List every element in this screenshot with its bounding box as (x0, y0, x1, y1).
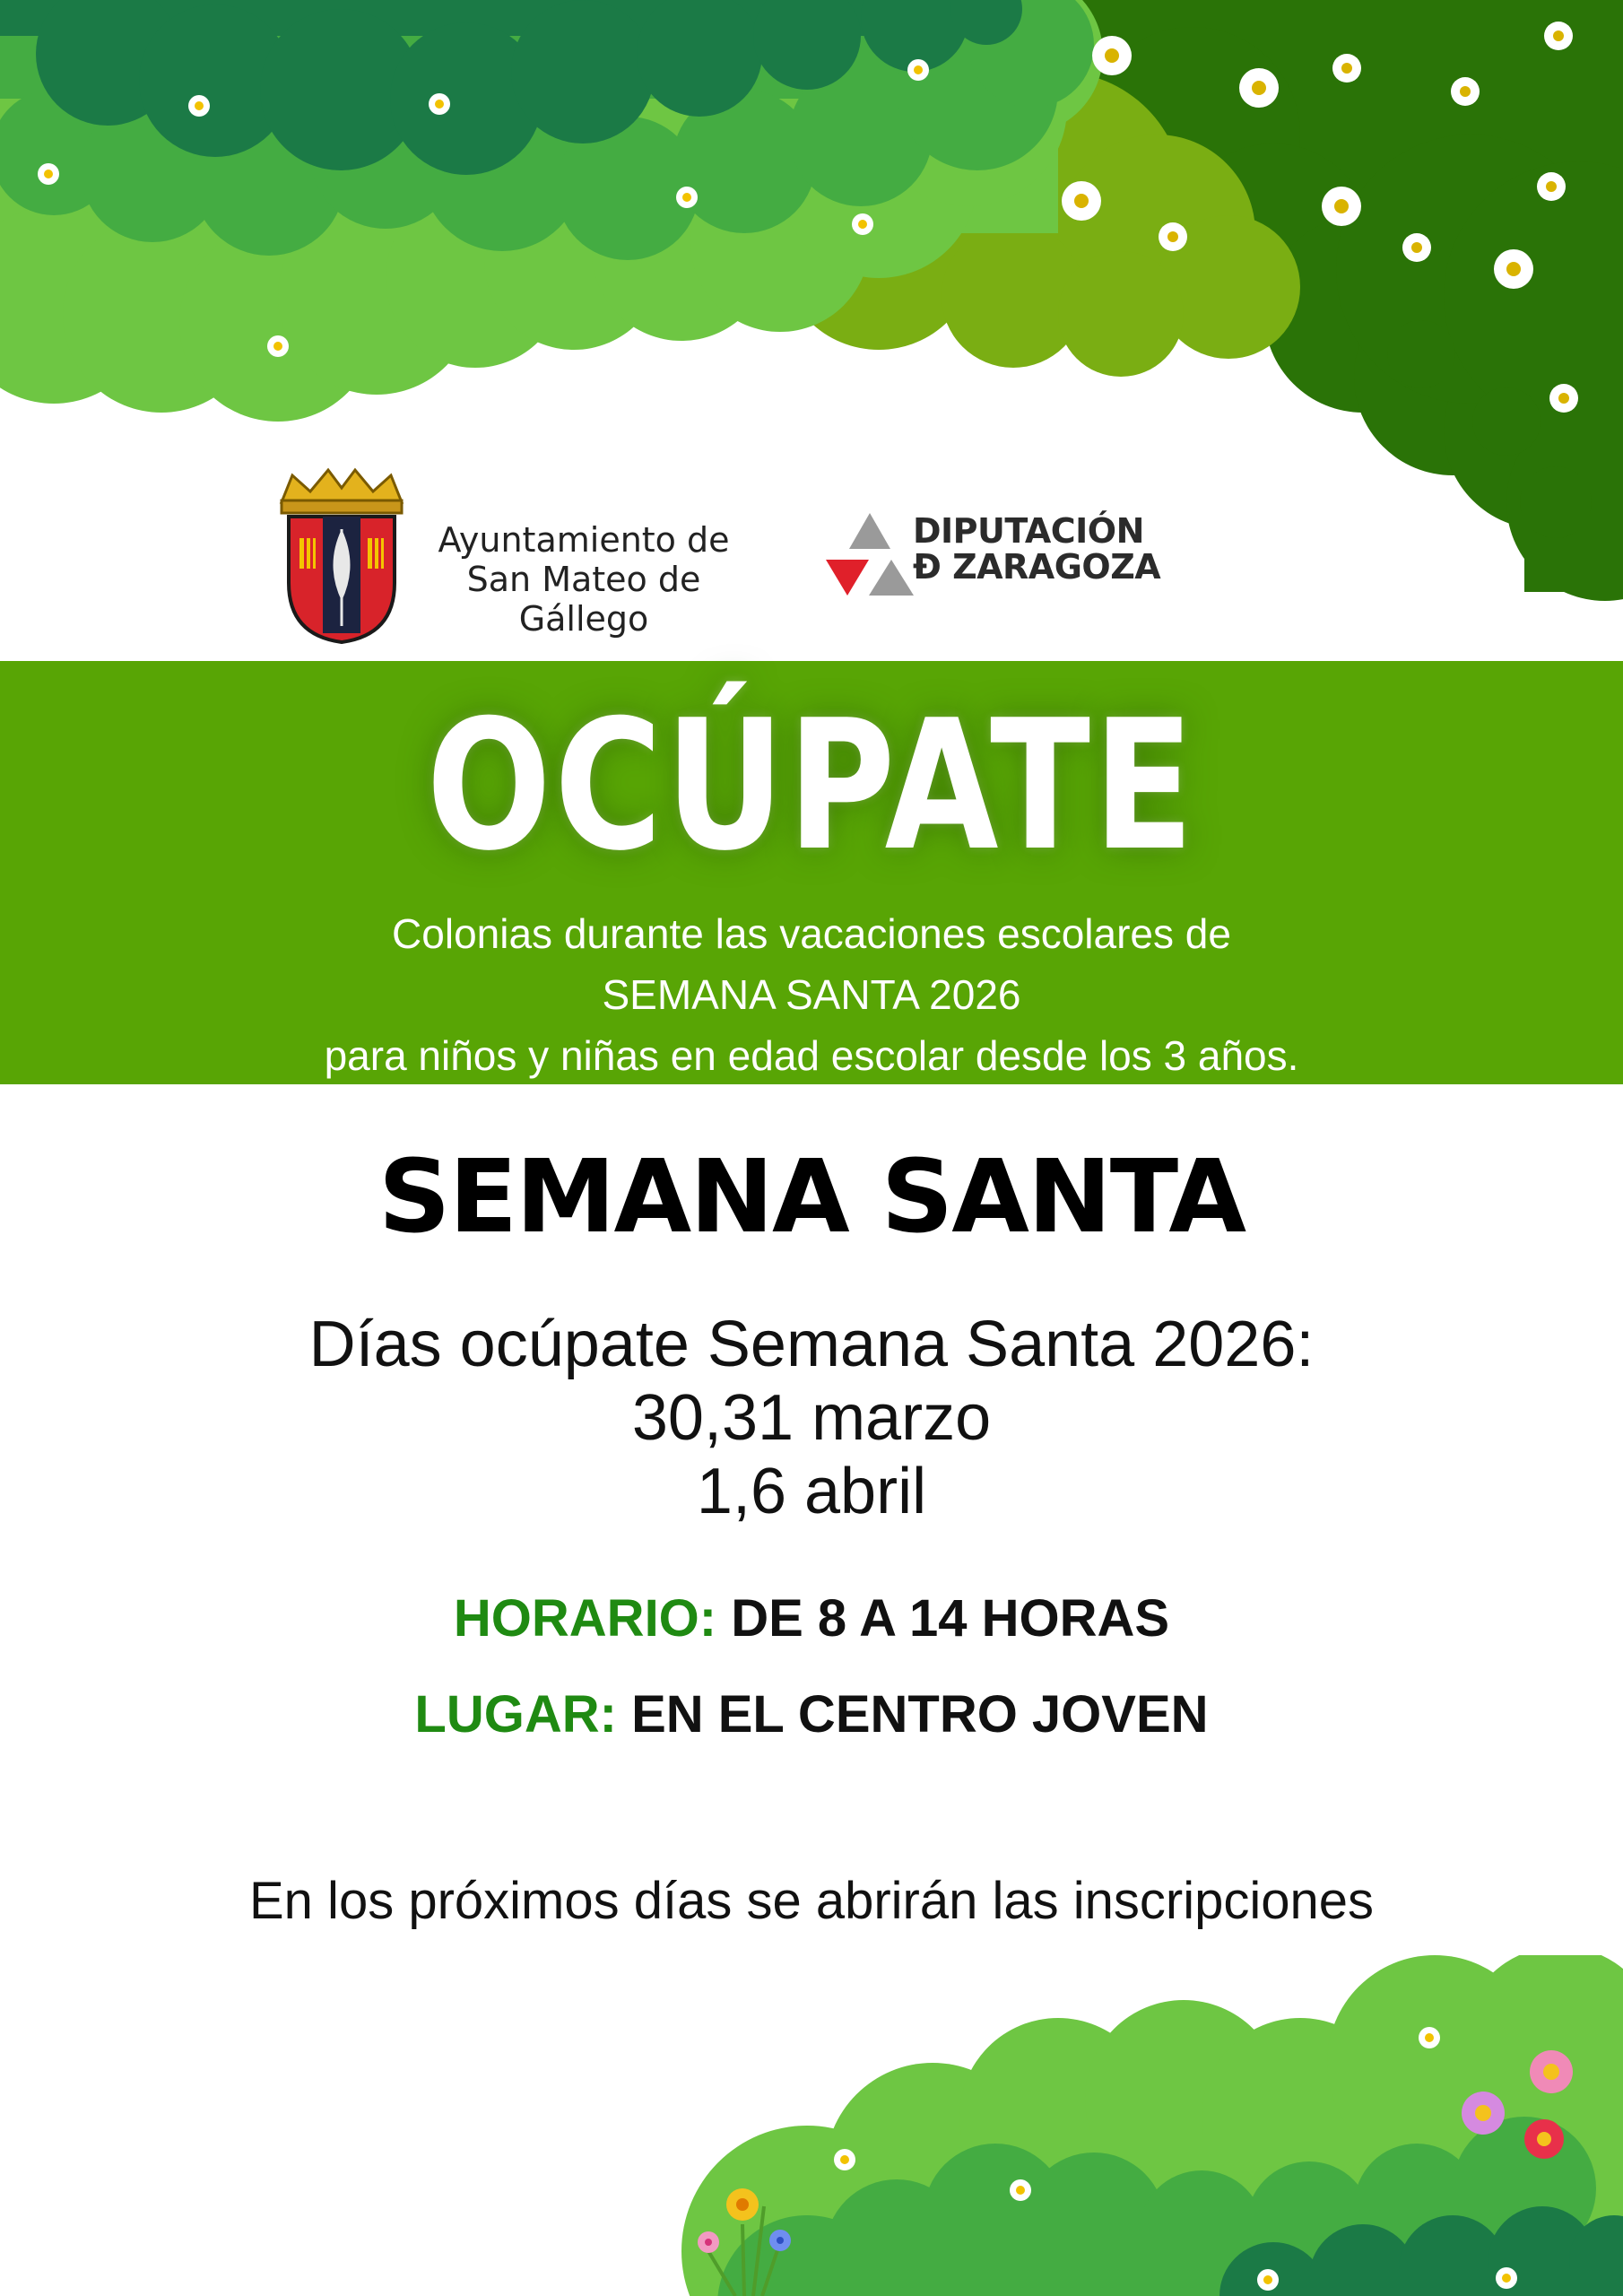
dates-block (0, 1308, 1623, 1528)
schedule-value: DE 8 A 14 HORAS (731, 1589, 1170, 1648)
banner-subtitle-line-3: para niños y niñas en edad escolar desde los 3 años. (324, 1032, 1299, 1079)
ayuntamiento-line-1: Ayuntamiento de (438, 520, 730, 560)
diputacion-name (913, 513, 1200, 585)
banner-subtitle-line-2: SEMANA SANTA 2026 (602, 971, 1021, 1018)
dates-line-2: 30,31 marzo (631, 1382, 992, 1454)
dates-line-1: Días ocúpate Semana Santa 2026: (308, 1309, 1315, 1380)
location-label: LUGAR: (414, 1685, 617, 1744)
location-line (0, 1683, 1623, 1746)
ayuntamiento-name (409, 520, 759, 639)
banner-subtitle-line-1: Colonias durante las vacaciones escolares de (392, 910, 1231, 957)
diputacion-triangles-icon (820, 502, 919, 610)
registration-note: En los próximos días se abrirán las inscripciones (249, 1872, 1374, 1930)
schedule-label: HORARIO: (453, 1589, 717, 1648)
dates-line-3: 1,6 abril (696, 1456, 927, 1527)
logos-row (0, 457, 1623, 655)
coat-of-arms-icon (265, 466, 418, 646)
diputacion-line-1: DIPUTACIÓN (913, 511, 1144, 551)
main-heading: SEMANA SANTA (378, 1139, 1245, 1256)
banner-subtitle (0, 903, 1623, 1086)
bottom-foliage-illustration (0, 1955, 1623, 2296)
title-banner (0, 661, 1623, 1084)
ayuntamiento-line-2: San Mateo de Gállego (466, 560, 701, 639)
schedule-line (0, 1587, 1623, 1650)
location-value: EN EL CENTRO JOVEN (631, 1685, 1209, 1744)
diputacion-line-2: Ð ZARAGOZA (913, 547, 1161, 587)
banner-title: OCÚPATE (426, 682, 1197, 891)
